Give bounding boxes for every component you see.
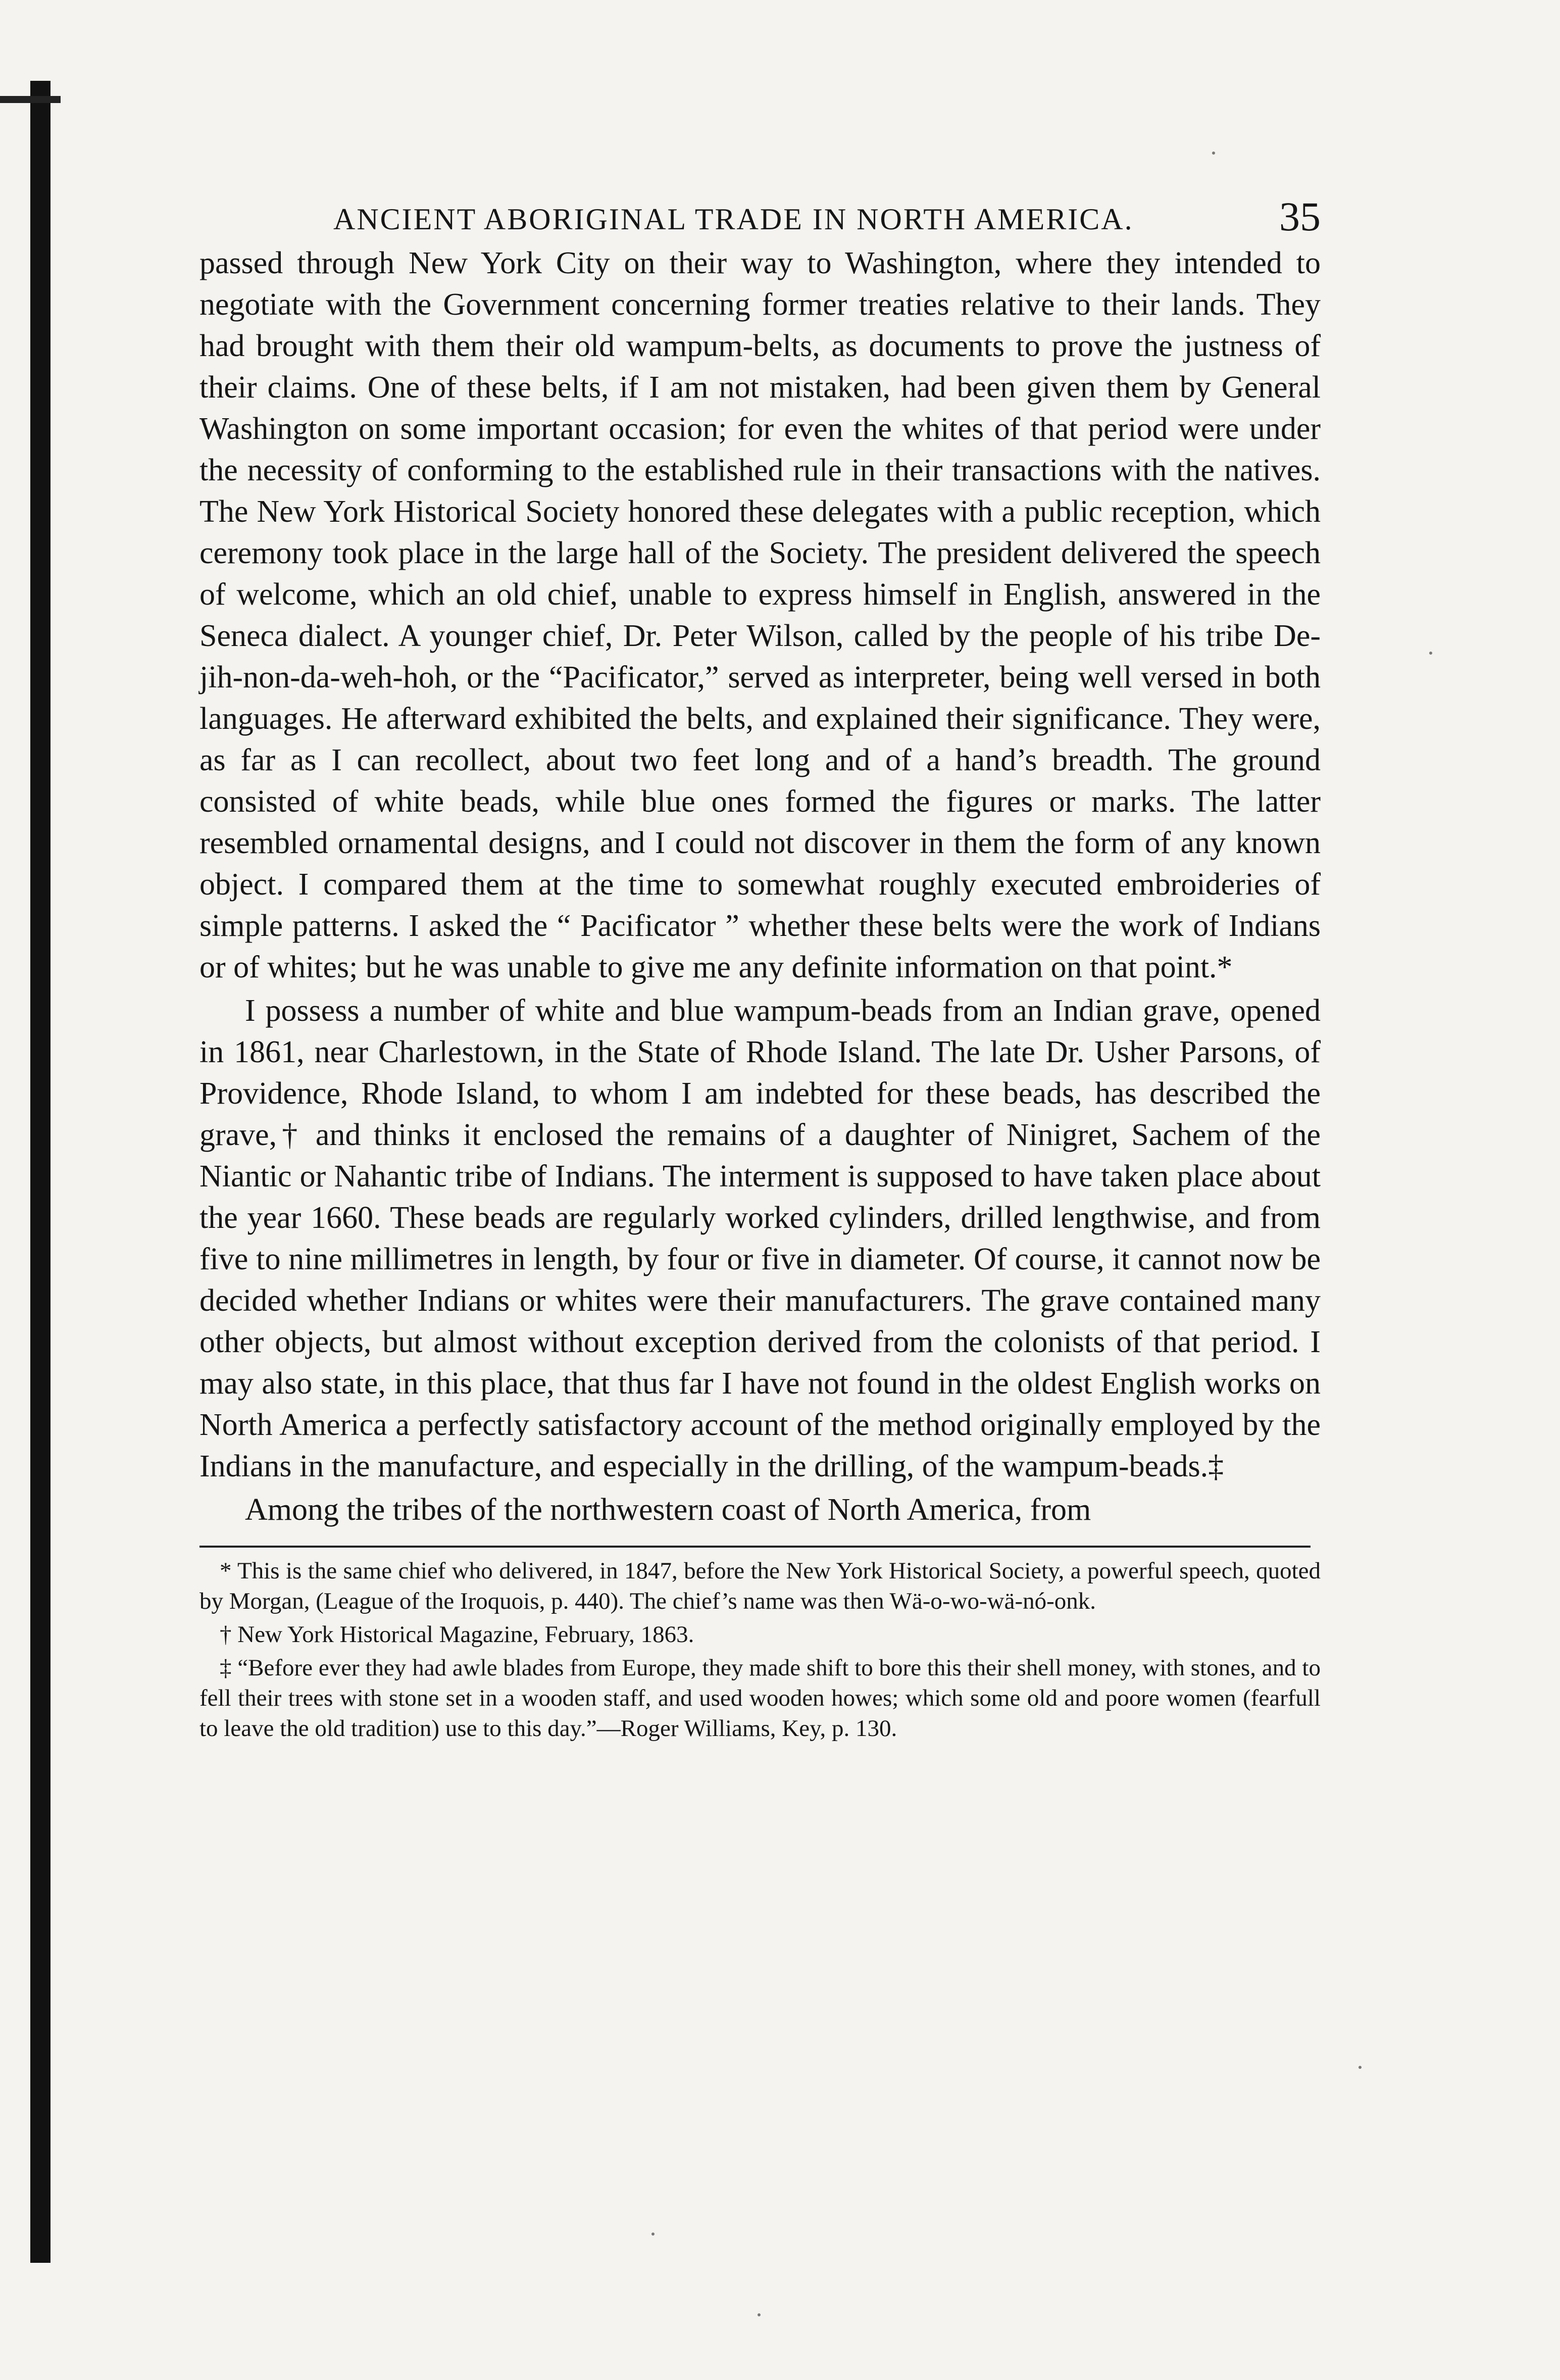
running-head-title: ANCIENT ABORIGINAL TRADE IN NORTH AMERICA. bbox=[333, 203, 1134, 236]
paragraph-1: passed through New York City on their way to Washington, where they intended to negotiate with the Government concerning former treaties relative to their lands. They had brought with them their old wampum-belts, as documents to prove the justness of their claims. One of these belts, if I am not mistaken, had been given them by General Washington on some important occasion; for even the whites of that period were under the necessity of conforming to the established rule in their transactions with the natives. The New York Historical Society honored these delegates with a public reception, which ceremony took place in the large hall of the Society. The president delivered the speech of welcome, which an old chief, unable to express himself in English, answered in the Seneca dialect. A younger chief, Dr. Peter Wilson, called by the people of his tribe De-jih-non-da-weh-hoh, or the “Pacificator,” served as interpreter, being well versed in both languages. He afterward exhibited the belts, and explained their significance. They were, as far as I can recollect, about two feet long and of a hand’s breadth. The ground consisted of white beads, while blue ones formed the figures or marks. The latter resembled ornamental designs, and I could not discover in them the form of any known object. I compared them at the time to somewhat roughly executed embroideries of simple patterns. I asked the “ Pacificator ” whether these belts were the work of Indians or of whites; but he was unable to give me any definite information on that point.* bbox=[199, 246, 1321, 984]
page-number: 35 bbox=[1279, 193, 1321, 239]
footnote-2: † New York Historical Magazine, February, 1863. bbox=[220, 1621, 694, 1648]
book-page bbox=[199, 182, 1321, 1747]
footnote-3: ‡ “Before ever they had awle blades from Europe, they made shift to bore this their shell money, with stones, and to fell their trees with stone set in a wooden staff, and used wooden howes; which some old and poore women (fearfull to leave the old tradition) use to this day.”—Roger Williams, Key, p. 130. bbox=[199, 1655, 1321, 1742]
binding-mark bbox=[0, 96, 61, 103]
paragraph-2: I possess a number of white and blue wampum-beads from an Indian grave, opened in 1861, near Charlestown, in the State of Rhode Island. The late Dr. Usher Parsons, of Providence, Rhode Island, to whom I am indebted for these beads, has described the grave,† and thinks it enclosed the remains of a daughter of Ninigret, Sachem of the Niantic or Nahantic tribe of Indians. The interment is supposed to have taken place about the year 1660. These beads are regularly worked cylinders, drilled lengthwise, and from five to nine millimetres in length, by four or five in diameter. Of course, it cannot now be decided whether Indians or whites were their manufacturers. The grave contained many other objects, but almost without exception derived from the colonists of that period. I may also state, in this place, that thus far I have not found in the oldest English works on North America a perfectly satisfactory account of the method originally employed by the Indians in the manufacture, and especially in the drilling, of the wampum-beads.‡ bbox=[199, 994, 1321, 1483]
binding-edge bbox=[30, 81, 51, 2263]
paragraph-3: Among the tribes of the northwestern coast of North America, from bbox=[245, 1493, 1091, 1527]
running-head bbox=[199, 182, 1321, 242]
footnote-rule bbox=[199, 1546, 1311, 1548]
footnote-1: * This is the same chief who delivered, in 1847, before the New York Historical Society, a powerful speech, quoted by Morgan, (League of the Iroquois, p. 440). The chief’s name was then Wä-o-wo-wä-nó-onk. bbox=[199, 1558, 1321, 1614]
